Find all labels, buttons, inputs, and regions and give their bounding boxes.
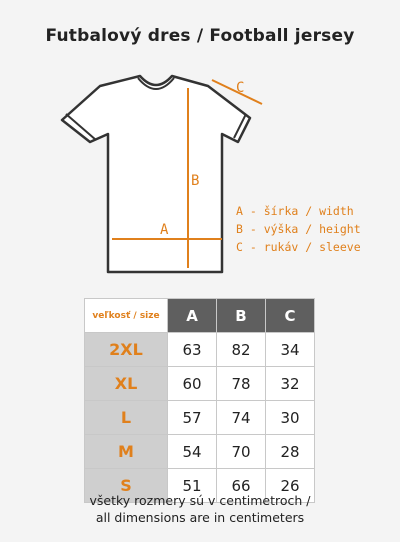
value-cell: 32 bbox=[266, 367, 315, 401]
table-row bbox=[85, 435, 315, 469]
table-row bbox=[85, 401, 315, 435]
column-header-a: A bbox=[168, 299, 217, 333]
size-cell: L bbox=[85, 401, 168, 435]
value-cell: 70 bbox=[217, 435, 266, 469]
jersey-outline bbox=[62, 76, 250, 272]
label-b: B bbox=[191, 173, 200, 189]
value-cell: 74 bbox=[217, 401, 266, 435]
size-table bbox=[84, 298, 315, 503]
page-title: Futbalový dres / Football jersey bbox=[45, 26, 355, 46]
value-cell: 66 bbox=[217, 469, 266, 503]
dimensions-note-en: all dimensions are in centimeters bbox=[95, 510, 305, 525]
legend-a: A - šírka / width bbox=[236, 204, 354, 218]
size-cell: 2XL bbox=[85, 333, 168, 367]
value-cell: 34 bbox=[266, 333, 315, 367]
dimensions-note bbox=[0, 492, 400, 526]
column-header-b: B bbox=[217, 299, 266, 333]
value-cell: 51 bbox=[168, 469, 217, 503]
table-header-row bbox=[85, 299, 315, 333]
size-cell: S bbox=[85, 469, 168, 503]
value-cell: 30 bbox=[266, 401, 315, 435]
size-column-header: veľkosť / size bbox=[85, 299, 168, 333]
value-cell: 54 bbox=[168, 435, 217, 469]
measurement-legend bbox=[236, 202, 361, 256]
value-cell: 28 bbox=[266, 435, 315, 469]
value-cell: 63 bbox=[168, 333, 217, 367]
size-cell: M bbox=[85, 435, 168, 469]
label-a: A bbox=[160, 222, 169, 238]
value-cell: 60 bbox=[168, 367, 217, 401]
table-row bbox=[85, 333, 315, 367]
table-row bbox=[85, 367, 315, 401]
label-c: C bbox=[236, 80, 245, 96]
value-cell: 26 bbox=[266, 469, 315, 503]
size-cell: XL bbox=[85, 367, 168, 401]
value-cell: 82 bbox=[217, 333, 266, 367]
value-cell: 78 bbox=[217, 367, 266, 401]
legend-c: C - rukáv / sleeve bbox=[236, 240, 361, 254]
legend-b: B - výška / height bbox=[236, 222, 361, 236]
column-header-c: C bbox=[266, 299, 315, 333]
dimensions-note-sk: všetky rozmery sú v centimetroch / bbox=[89, 493, 311, 508]
value-cell: 57 bbox=[168, 401, 217, 435]
